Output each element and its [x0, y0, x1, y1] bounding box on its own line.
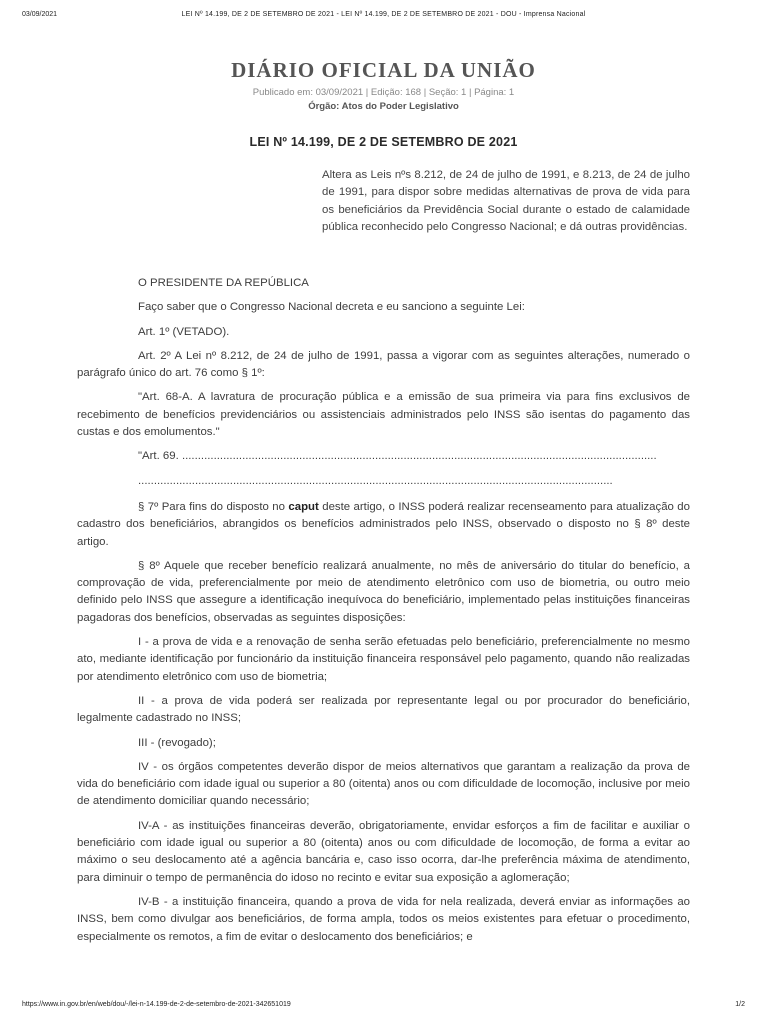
publication-meta: Publicado em: 03/09/2021 | Edição: 168 | Seção: 1 | Página: 1: [252, 87, 515, 98]
paragraph-art1: Art. 1º (VETADO).: [138, 325, 230, 338]
paragraph-inciso-4a: IV-A - as instituições financeiras deverão, obrigatoriamente, envidar esforços a fim de facilitar e auxiliar o beneficiário com idade igual ou superior a 80 (oitenta) anos ou com dificuldade de locomoção, de forma a evitar ao máximo o seu deslocamento até a agência bancária e, caso isso ocorra, dar-lhe preferência máxima de atendimento, para diminuir o tempo de permanência do idoso no recinto e evitar sua exposição a aglomeração;: [77, 819, 690, 884]
section7-caput: caput: [288, 500, 319, 513]
print-url: https://www.in.gov.br/en/web/dou/-/lei-n-14.199-de-2-de-setembro-de-2021-342651019: [22, 1001, 291, 1008]
paragraph-art2: Art. 2º A Lei nº 8.212, de 24 de julho de 1991, passa a vigorar com as seguintes alterações, numerado o parágrafo único do art. 76 como § 1º:: [77, 349, 690, 380]
law-title: LEI Nº 14.199, DE 2 DE SETEMBRO DE 2021: [249, 135, 518, 149]
paragraph-ellipsis: ......................................................................................................................................................: [138, 474, 613, 487]
print-doc-title: LEI Nº 14.199, DE 2 DE SETEMBRO DE 2021 - LEI Nº 14.199, DE 2 DE SETEMBRO DE 2021 - DOU - Imprensa Nacional: [181, 11, 586, 18]
ementa: Altera as Leis nºs 8.212, de 24 de julho de 1991, e 8.213, de 24 de julho de 1991, para dispor sobre medidas alternativas de prova de vida para os beneficiários da Previdência Social durante o estado de calamidade pública reconhecido pelo Congresso Nacional; e dá outras providências.: [322, 169, 690, 233]
orgao-label: Órgão: Atos do Poder Legislativo: [308, 101, 459, 112]
paragraph-faco-saber: Faço saber que o Congresso Nacional decreta e eu sanciono a seguinte Lei:: [138, 301, 525, 314]
paragraph-inciso-1: I - a prova de vida e a renovação de senha serão efetuadas pelo beneficiário, preferencialmente no mesmo ato, mediante identificação por funcionário da instituição financeira responsável pelo pagamento, quando não realizadas por atendimento eletrônico com uso de biometria;: [77, 636, 690, 683]
paragraph-inciso-3: III - (revogado);: [138, 736, 216, 749]
section7-post: deste artigo, o INSS poderá realizar recenseamento para atualização do cadastro dos beneficiários, abrangidos os benefícios administrados pelo INSS, observado o disposto no § 8º deste artigo.: [77, 500, 690, 548]
paragraph-section7: [77, 499, 690, 551]
art69-label: "Art. 69.: [138, 450, 182, 463]
art69-dots: ......................................................................................................................................................: [181, 450, 657, 463]
paragraph-art68a: "Art. 68-A. A lavratura de procuração pública e a emissão de sua primeira via para fins exclusivos de recebimento de benefícios previdenciários ou assistenciais administrados pelo INSS são isentas do pagamento das custas e dos emolumentos.": [77, 391, 690, 439]
page-number: 1/2: [735, 1001, 745, 1008]
print-header: [22, 11, 745, 21]
journal-title: DIÁRIO OFICIAL DA UNIÃO: [231, 58, 536, 82]
print-footer: [22, 1001, 745, 1011]
law-body: [77, 275, 690, 953]
section7-pre: § 7º Para fins do disposto no: [138, 500, 289, 513]
masthead: [0, 58, 767, 112]
paragraph-section8: § 8º Aquele que receber benefício realizará anualmente, no mês de aniversário do titular do benefício, a comprovação de vida, preferencialmente por meio de atendimento eletrônico com uso de biometria, ou outro meio definido pelo INSS que assegure a identificação inequívoca do beneficiário, implementado pelas instituições financeiras pagadoras dos benefícios, observadas as seguintes disposições:: [77, 559, 690, 624]
paragraph-inciso-4b: IV-B - a instituição financeira, quando a prova de vida for nela realizada, deverá enviar as informações ao INSS, bem como divulgar aos beneficiários, de forma ampla, todos os meios existentes para efetuar o procedimento, especialmente os remotos, a fim de evitar o deslocamento dos beneficiários; e: [77, 895, 690, 943]
paragraph-art69: [138, 448, 657, 465]
paragraph-inciso-2: II - a prova de vida poderá ser realizada por representante legal ou por procurador do beneficiário, legalmente cadastrado no INSS;: [77, 694, 690, 725]
paragraph-presidente: O PRESIDENTE DA REPÚBLICA: [138, 277, 309, 289]
print-date: 03/09/2021: [22, 11, 58, 18]
paragraph-inciso-4: IV - os órgãos competentes deverão dispor de meios alternativos que garantam a realização da prova de vida do beneficiário com idade igual ou superior a 80 (oitenta) anos ou com dificuldade de locomoção, inclusive por meio de atendimento domiciliar quando necessário;: [77, 760, 690, 808]
